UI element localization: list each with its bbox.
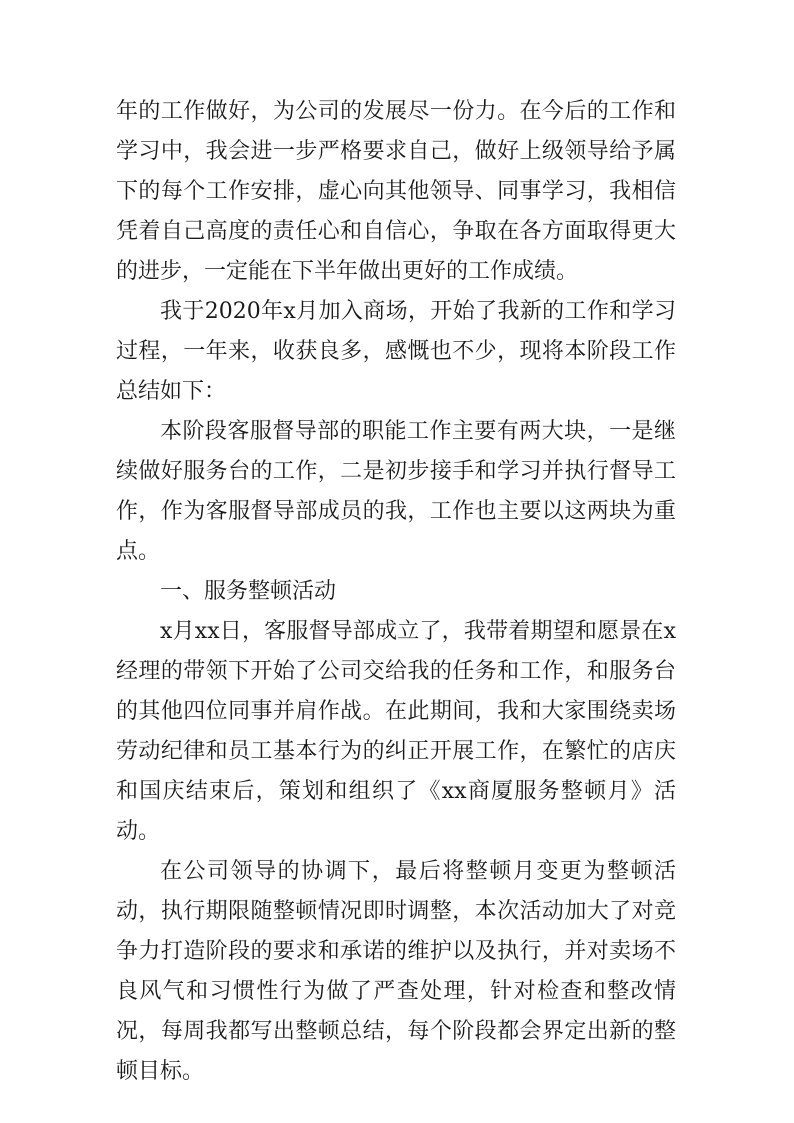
paragraph-department-founding: x月xx日，客服督导部成立了，我带着期望和愿景在x经理的带领下开始了公司交给我的任务和工作，和服务台的其他四位同事并肩作战。在此期间，我和大家围绕卖场劳动纪律和员工基本行为的纠正开展工作，在繁忙的店庆和国庆结束后，策划和组织了《xx商厦服务整顿月》活动。 [116,619,676,844]
document-body [116,92,676,1092]
paragraph-continuation: 年的工作做好，为公司的发展尽一份力。在今后的工作和学习中，我会进一步严格要求自己，做好上级领导给予属下的每个工作安排，虚心向其他领导、同事学习，我相信凭着自己高度的责任心和自信心，争取在各方面取得更大的进步，一定能在下半年做出更好的工作成绩。 [116,99,676,284]
section-heading-service-rectification: 一、服务整顿活动 [160,579,337,604]
paragraph-responsibilities: 本阶段客服督导部的职能工作主要有两大块，一是继续做好服务台的工作，二是初步接手和学习并执行督导工作，作为客服督导部成员的我，工作也主要以这两块为重点。 [116,419,676,564]
paragraph-rectification-activity: 在公司领导的协调下，最后将整顿月变更为整顿活动，执行期限随整顿情况即时调整，本次活动加大了对竞争力打造阶段的要求和承诺的维护以及执行，并对卖场不良风气和习惯性行为做了严查处理，针对检查和整改情况，每周我都写出整顿总结，每个阶段都会界定出新的整顿目标。 [116,859,676,1084]
paragraph-intro: 我于2020年x月加入商场，开始了我新的工作和学习过程，一年来，收获良多，感慨也不少，现将本阶段工作总结如下： [116,299,676,404]
